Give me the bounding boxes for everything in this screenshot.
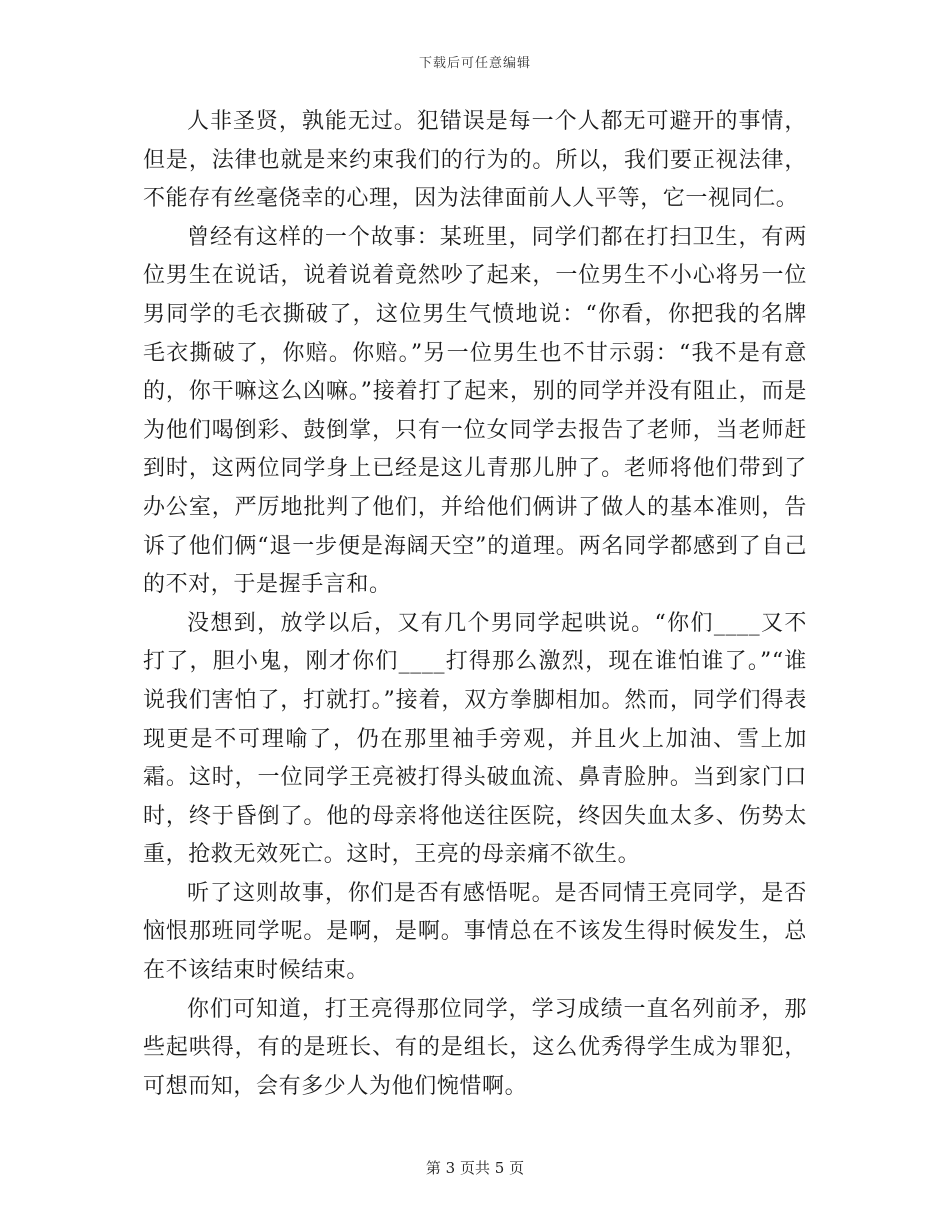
paragraph-2: 曾经有这样的一个故事：某班里，同学们都在打扫卫生，有两位男生在说话，说着说着竟然吵了起来，一位男生不小心将另一位男同学的毛衣撕破了，这位男生气愤地说：“你看，你把我的名牌毛衣撕破了，你赔。你赔。”另一位男生也不甘示弱：“我不是有意的，你干嘛这么凶嘛。”接着打了起来，别的同学并没有阻止，而是为他们喝倒彩、鼓倒掌，只有一位女同学去报告了老师，当老师赶到时，这两位同学身上已经是这儿青那儿肿了。老师将他们带到了办公室，严厉地批判了他们，并给他们俩讲了做人的基本准则，告诉了他们俩“退一步便是海阔天空”的道理。两名同学都感到了自己的不对，于是握手言和。 [143,224,807,598]
paragraph-5: 你们可知道，打王亮得那位同学，学习成绩一直名列前矛，那些起哄得，有的是班长、有的是组长，这么优秀得学生成为罪犯，可想而知，会有多少人为他们惋惜啊。 [143,996,807,1099]
paragraph-1: 人非圣贤，孰能无过。犯错误是每一个人都无可避开的事情，但是，法律也就是来约束我们的行为的。所以，我们要正视法律，不能存有丝毫侥幸的心理，因为法律面前人人平等，它一视同仁。 [143,109,807,212]
page-header: 下载后可任意编辑 [418,56,531,71]
page-number: 第 3 页共 5 页 [425,1159,525,1177]
paragraph-4: 听了这则故事，你们是否有感悟呢。是否同情王亮同学，是否恼恨那班同学呢。是啊，是啊。事情总在不该发生得时候发生，总在不该结束时候结束。 [143,880,807,984]
paragraph-3: 没想到，放学以后，又有几个男同学起哄说。“你们____又不打了，胆小鬼，刚才你们____打得那么激烈，现在谁怕谁了。”“谁说我们害怕了，打就打。”接着，双方拳脚相加。然而，同学们得表现更是不可理喻了，仍在那里袖手旁观，并且火上加油、雪上加霜。这时，一位同学王亮被打得头破血流、鼻青脸肿。当到家门口时，终于昏倒了。他的母亲将他送往医院，终因失血太多、伤势太重，抢救无效死亡。这时，王亮的母亲痛不欲生。 [143,610,807,868]
document-body [143,103,807,1106]
